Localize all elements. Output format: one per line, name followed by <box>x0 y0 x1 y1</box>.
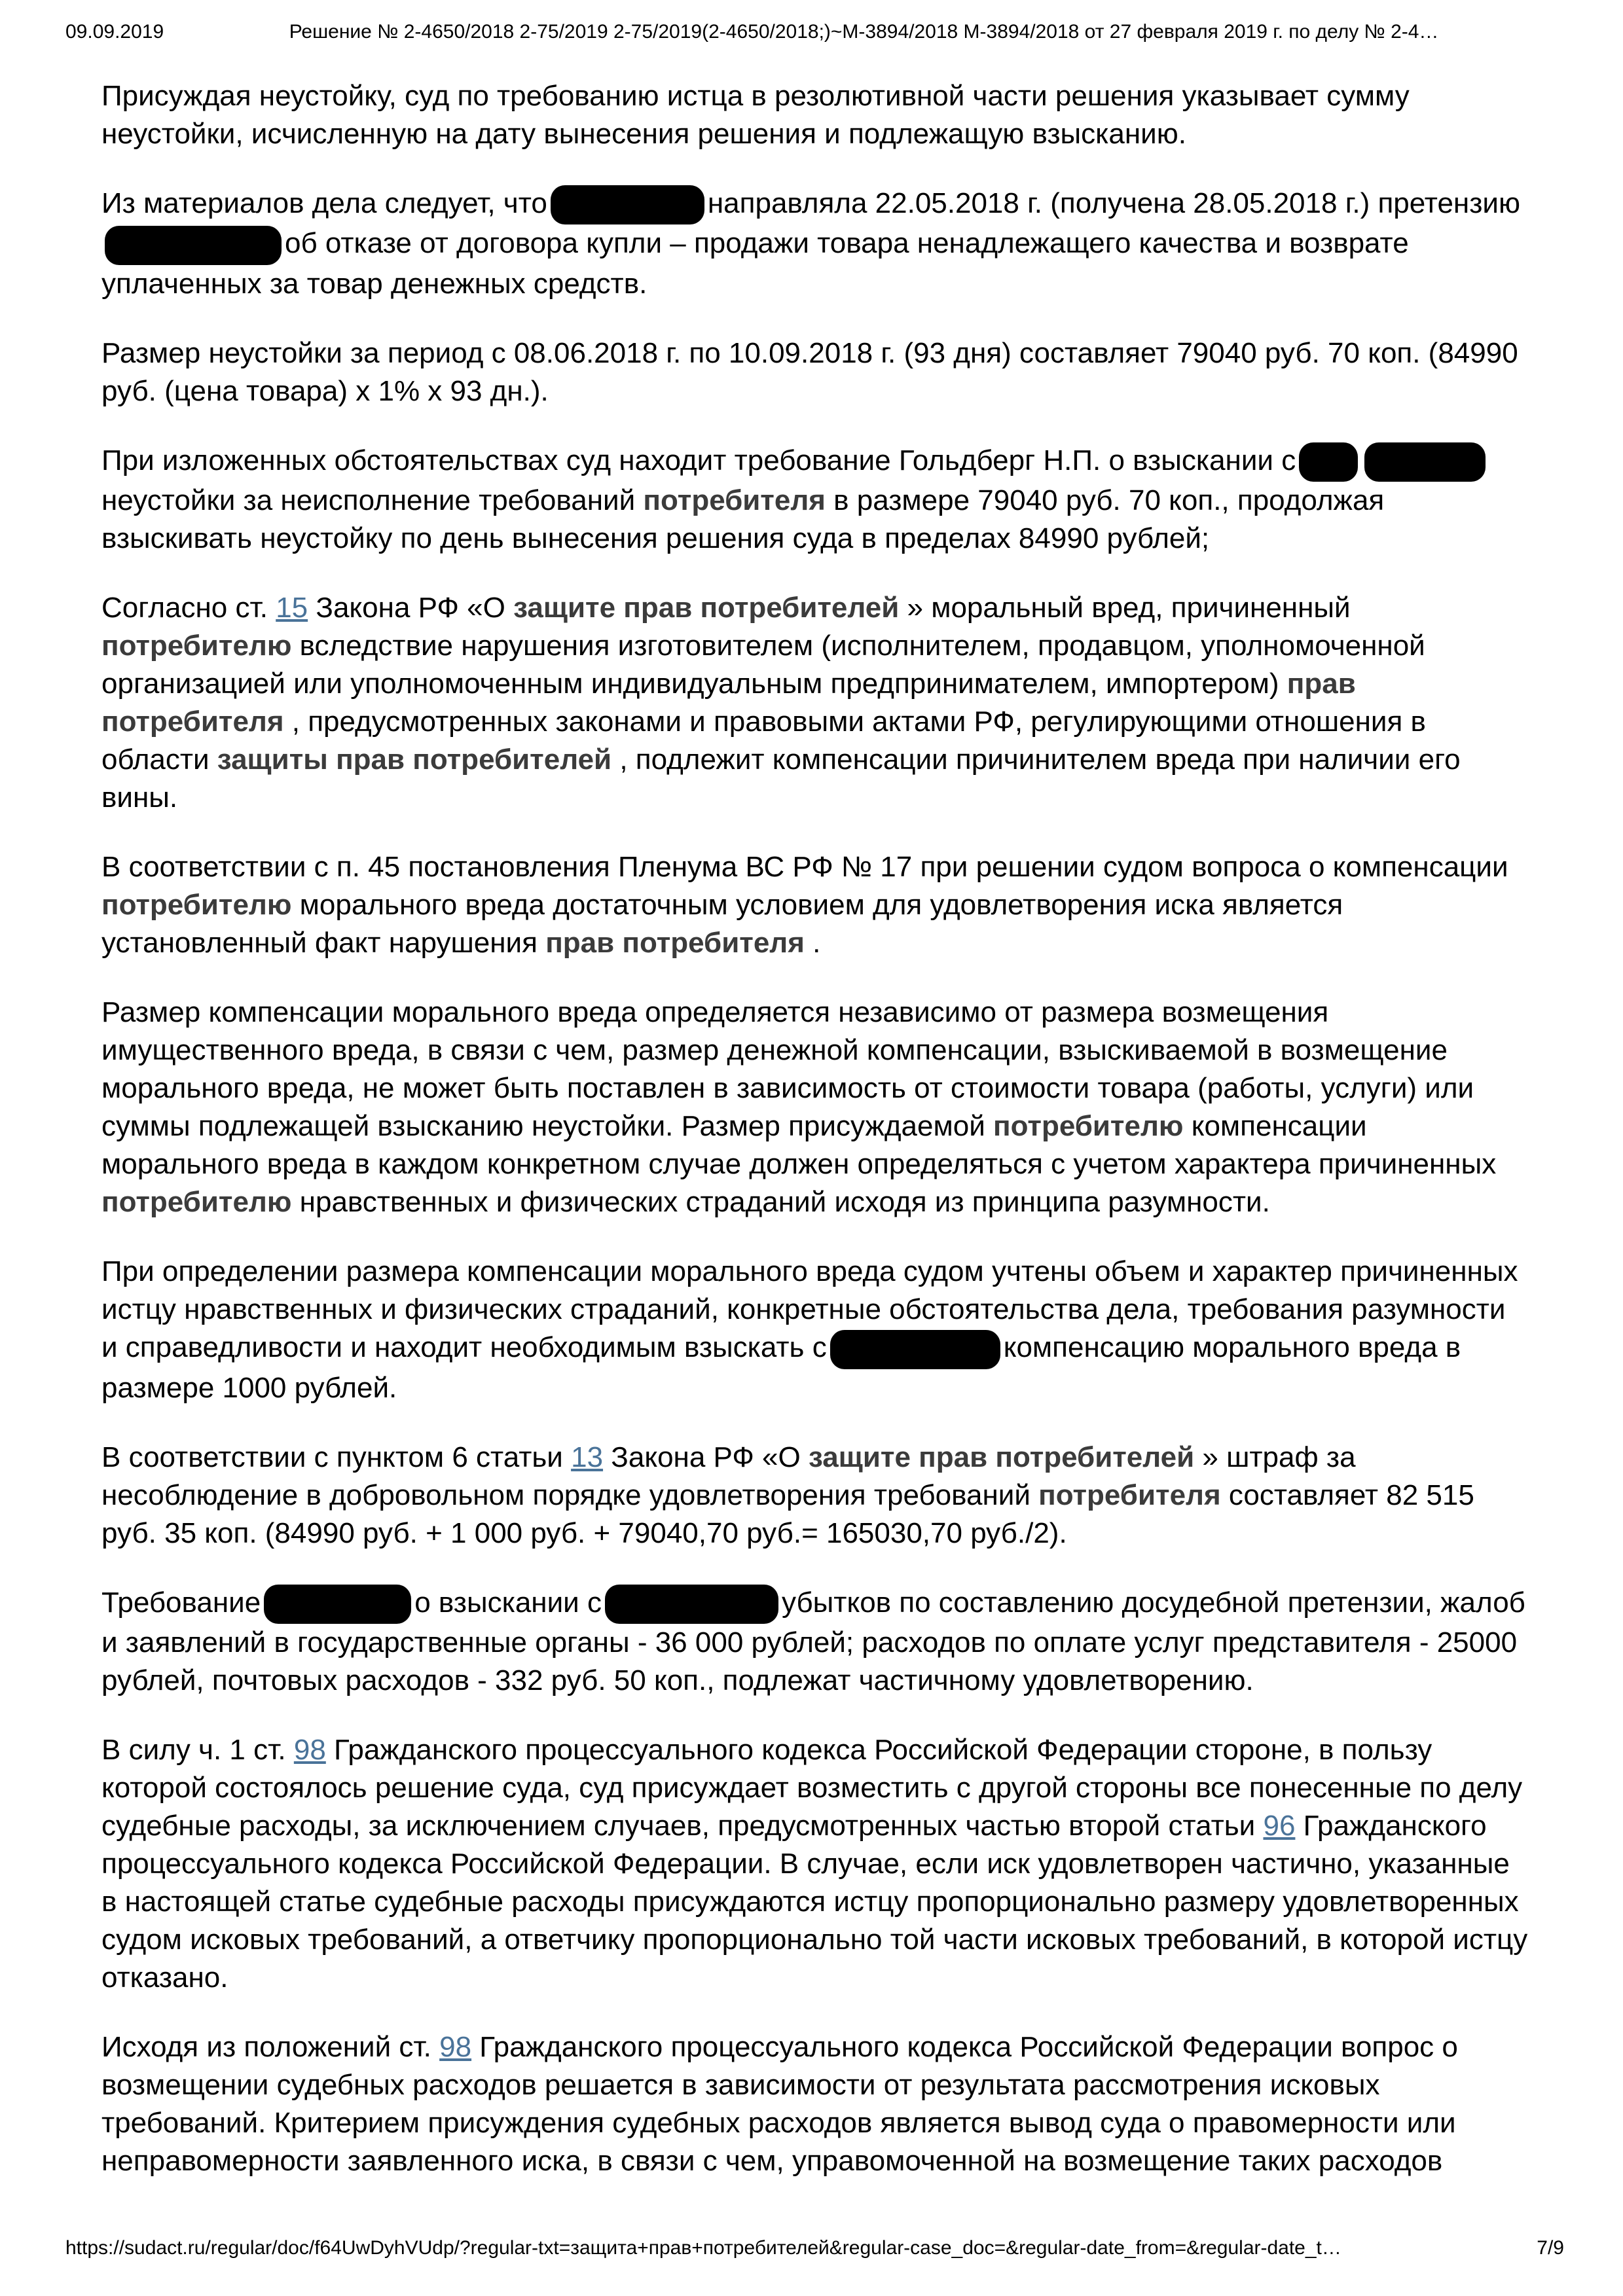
text-run: » моральный вред, причиненный <box>899 592 1351 624</box>
paragraph <box>101 994 1529 1221</box>
paragraph <box>101 77 1529 153</box>
text-run: При определении размера компенсации морального вреда судом учтены объем и характер причиненных истцу нравственных и физических страданий, конкретные обстоятельства дела, требования разумности и справедливости и находит необходимым взыскать с <box>101 1255 1518 1364</box>
text-run: Согласно ст. <box>101 592 276 624</box>
paragraph <box>101 589 1529 817</box>
redaction-box <box>1299 442 1358 482</box>
paragraph <box>101 1731 1529 1997</box>
paragraph <box>101 848 1529 962</box>
redaction-box <box>830 1330 1000 1369</box>
text-run: Исходя из положений ст. <box>101 2030 440 2063</box>
highlighted-term: прав потребителя <box>545 927 805 960</box>
text-run: Требование <box>101 1586 261 1619</box>
text-run: Закона РФ «О <box>308 592 514 624</box>
text-run: Из материалов дела следует, что <box>101 187 547 219</box>
text-run: , предусмотренных законами и правовыми актами РФ, регулирующими отношения в области <box>101 706 1426 776</box>
text-run: » штраф за несоблюдение в добровольном порядке удовлетворения требований <box>101 1441 1356 1511</box>
text-run: В соответствии с пунктом 6 статьи <box>101 1441 572 1473</box>
redaction-box <box>105 226 282 265</box>
text-run: нравственных и физических страданий исходя из принципа разумности. <box>291 1186 1270 1219</box>
text-run: об отказе от договора купли – продажи товара ненадлежащего качества и возврате уплаченных за товар денежных средств. <box>101 227 1409 300</box>
header-title: Решение № 2-4650/2018 2-75/2019 2-75/2019(2-4650/2018;)~М-3894/2018 М-3894/2018 от 27 февраля 2019 г. по делу № 2-4… <box>289 21 1439 43</box>
text-run: направляла 22.05.2018 г. (получена 28.05.2018 г.) претензию <box>707 187 1520 219</box>
statute-link[interactable]: 13 <box>571 1441 604 1473</box>
statute-link[interactable]: 98 <box>439 2030 472 2063</box>
text-run: неустойки за неисполнение требований <box>101 484 644 517</box>
text-run: Закона РФ «О <box>603 1441 809 1473</box>
text-run: компенсацию морального вреда в размере 1000 рублей. <box>101 1331 1461 1404</box>
text-run: При изложенных обстоятельствах суд находит требование Гольдберг Н.П. о взыскании с <box>101 444 1296 476</box>
redaction-box <box>1364 442 1486 482</box>
text-run: составляет 82 515 руб. 35 коп. (84990 руб. + 1 000 руб. + 79040,70 руб.= 165030,70 руб./2). <box>101 1479 1474 1549</box>
redaction-box <box>264 1585 411 1624</box>
highlighted-term: потребителю <box>101 889 292 922</box>
paragraph <box>101 185 1529 303</box>
statute-link[interactable]: 98 <box>293 1733 326 1766</box>
text-run: Присуждая неустойку, суд по требованию истца в резолютивной части решения указывает сумму неустойки, исчисленную на дату вынесения решения и подлежащую взысканию. <box>101 80 1410 150</box>
text-run: Гражданского процессуального кодекса Российской Федерации. В случае, если иск удовлетворен частично, указанные в настоящей статье судебные расходы присуждаются истцу пропорционально размеру удовлетворенных судом исковых требований, а ответчику пропорционально той части исковых требований, в которой истцу отказано. <box>101 1809 1528 1994</box>
text-run: Гражданского процессуального кодекса Российской Федерации стороне, в пользу которой состоялось решение суда, суд присуждает возместить с другой стороны все понесенные по делу судебные расходы, за исключением случаев, предусмотренных частью второй статьи <box>101 1733 1523 1842</box>
footer-url: https://sudact.ru/regular/doc/f64UwDyhVUdp/?regular-txt=защита+прав+потребителей&regular-case_doc=&regular-date_from=&regular-date_t… <box>65 2237 1341 2259</box>
paragraph <box>101 334 1529 410</box>
page-header <box>65 20 1564 45</box>
paragraph <box>101 442 1529 558</box>
text-run: . <box>804 927 821 960</box>
text-run: морального вреда достаточным условием для удовлетворения иска является установленный факт нарушения <box>101 889 1343 960</box>
text-run: В соответствии с п. 45 постановления Пленума ВС РФ № 17 при решении судом вопроса о компенсации <box>101 851 1508 884</box>
highlighted-term: защите прав потребителей <box>808 1441 1195 1473</box>
paragraph <box>101 1439 1529 1552</box>
paragraph <box>101 2028 1529 2180</box>
text-run: в размере 79040 руб. 70 коп., продолжая взыскивать неустойку по день вынесения решения суда в пределах 84990 рублей; <box>101 484 1385 555</box>
text-run: Размер компенсации морального вреда определяется независимо от размера возмещения имущественного вреда, в связи с чем, размер денежной компенсации, взыскиваемой в возмещение морального вреда, не может быть поставлен в зависимость от стоимости товара (работы, услуги) или суммы подлежащей взысканию неустойки. Размер присуждаемой <box>101 996 1474 1143</box>
redaction-box <box>551 185 704 224</box>
highlighted-term: потребителя <box>643 484 826 517</box>
text-run: Гражданского процессуального кодекса Российской Федерации вопрос о возмещении судебных расходов решается в зависимости от результата рассмотрения исковых требований. Критерием присуждения судебных расходов является вывод суда о правомерности или неправомерности заявленного иска, в связи с чем, управомоченной на возмещение таких расходов <box>101 2030 1458 2177</box>
header-date: 09.09.2019 <box>65 21 164 43</box>
text-run: , подлежит компенсации причинителем вреда при наличии его вины. <box>101 744 1461 814</box>
document-body <box>101 77 1529 2212</box>
redaction-box <box>605 1585 778 1624</box>
highlighted-term: потребителя <box>1038 1479 1221 1511</box>
statute-link[interactable]: 96 <box>1263 1809 1296 1842</box>
highlighted-term: потребителю <box>101 1186 292 1219</box>
text-run: компенсации морального вреда в каждом конкретном случае должен определяться с учетом характера причиненных <box>101 1110 1497 1181</box>
statute-link[interactable]: 15 <box>276 592 308 624</box>
page-footer <box>65 2236 1564 2261</box>
highlighted-term: потребителю <box>993 1110 1184 1143</box>
highlighted-term: защите прав потребителей <box>513 592 900 624</box>
text-run: о взыскании с <box>414 1586 602 1619</box>
text-run: убытков по составлению досудебной претензии, жалоб и заявлений в государственные органы - 36 000 рублей; расходов по оплате услуг представителя - 25000 рублей, почтовых расходов - 332 руб. 50 коп., подлежат частичному удовлетворению. <box>101 1586 1525 1696</box>
highlighted-term: прав потребителя <box>101 668 1356 738</box>
text-run: В силу ч. 1 ст. <box>101 1733 294 1766</box>
text-run: вследствие нарушения изготовителем (исполнителем, продавцом, уполномоченной организацией или уполномоченным индивидуальным предпринимателем, импортером) <box>101 630 1425 700</box>
paragraph <box>101 1253 1529 1407</box>
paragraph <box>101 1584 1529 1700</box>
text-run: Размер неустойки за период с 08.06.2018 г. по 10.09.2018 г. (93 дня) составляет 79040 руб. 70 коп. (84990 руб. (цена товара) x 1% x 93 дн.). <box>101 336 1518 407</box>
page-number: 7/9 <box>1537 2237 1564 2259</box>
highlighted-term: потребителю <box>101 630 292 662</box>
highlighted-term: защиты прав потребителей <box>217 744 612 776</box>
